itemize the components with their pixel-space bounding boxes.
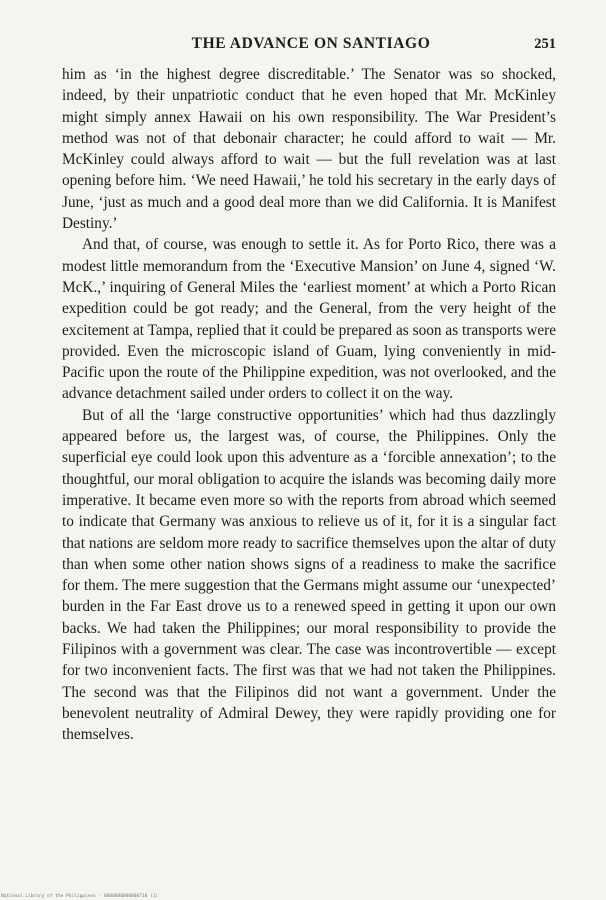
paragraph-continuation: him as ‘in the highest degree discreditable.’ The Senator was so shocked, indeed, by their unpatriotic conduct that he even hoped that Mr. McKinley might simply annex Hawaii on his own responsibility. The War President’s method was not of that debonair character; he could afford to wait — Mr. McKinley could always afford to wait — but the full revelation was at last opening before him. ‘We need Hawaii,’ he told his secretary in the early days of June, ‘just as much and a good deal more than we did California. It is Manifest Destiny.’: [62, 66, 556, 233]
body-text: [62, 64, 556, 746]
running-title: THE ADVANCE ON SANTIAGO: [191, 35, 431, 52]
running-head: [60, 35, 562, 57]
scan-credit: National Library of the Philippines · 0000000000000710 (1): [1, 894, 159, 899]
paragraph-philippines: But of all the ‘large constructive opportunities’ which had thus dazzlingly appeared before us, the largest was, of course, the Philippines. Only the superficial eye could look upon this adventure as a ‘forcible annexation’; to the thoughtful, our moral obligation to acquire the islands was becoming daily more imperative. It became even more so with the reports from abroad which seemed to indicate that Germany was anxious to relieve us of it, for it is a singular fact that nations are seldom more ready to sacrifice themselves upon the altar of duty than when some other nation shows signs of a readiness to make the sacrifice for them. The mere suggestion that the Germans might assume our ‘unexpected’ burden in the Far East drove us to a renewed speed in getting it upon our own backs. We had taken the Philippines; our moral responsibility to provide the Filipinos with a government was clear. The case was incontrovertible — except for two inconvenient facts. The first was that we had not taken the Philippines. The second was that the Filipinos did not want a government. Under the benevolent neutrality of Admiral Dewey, they were rapidly providing one for themselves.: [62, 406, 556, 744]
paragraph-porto-rico: And that, of course, was enough to settle it. As for Porto Rico, there was a modest little memorandum from the ‘Executive Mansion’ on June 4, signed ‘W. McK.,’ inquiring of General Miles the ‘earliest moment’ at which a Porto Rican expedition could be got ready; and the General, from the very height of the excitement at Tampa, replied that it could be prepared as soon as transports were provided. Even the microscopic island of Guam, lying conveniently in mid-Pacific upon the route of the Philippine expedition, was not overlooked, and the advance detachment sailed under orders to collect it on the way.: [62, 236, 556, 403]
page-number: 251: [534, 36, 556, 52]
